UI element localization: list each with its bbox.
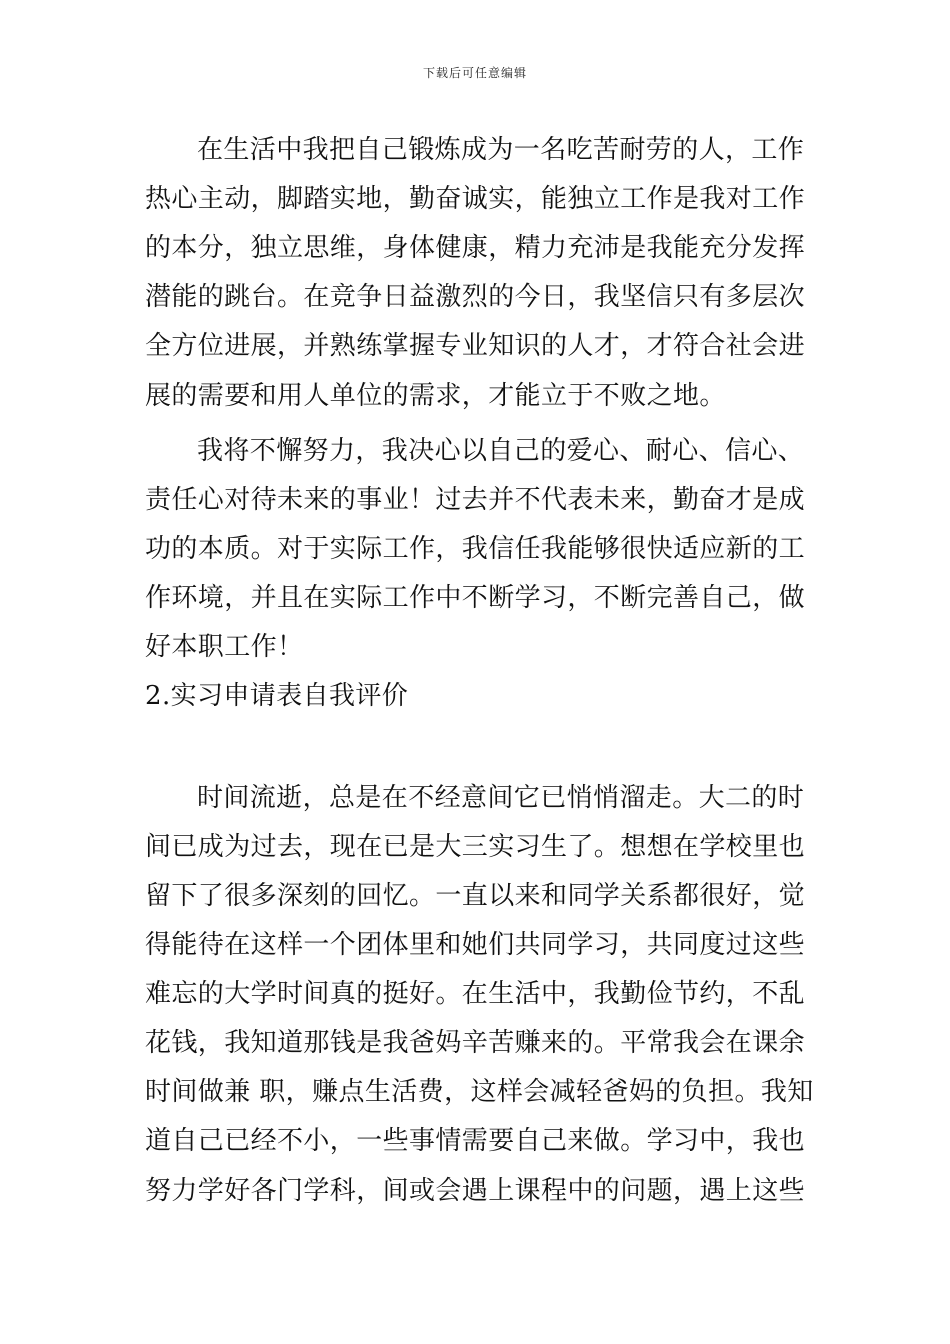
paragraph-2-line: 责任心对待未来的事业！过去并不代表未来，勤奋才是成	[145, 485, 806, 515]
paragraph-1-line: 潜能的跳台。在竞争日益激烈的今日，我坚信只有多层次	[145, 282, 806, 312]
paragraph-3-line: 花钱，我知道那钱是我爸妈辛苦赚来的。平常我会在课余	[145, 1028, 806, 1058]
paragraph-3-line: 难忘的大学时间真的挺好。在生活中，我勤俭节约，不乱	[145, 979, 806, 1009]
paragraph-1-line: 展的需要和用人单位的需求，才能立于不败之地。	[145, 381, 726, 411]
paragraph-2-line: 我将不懈努力，我决心以自己的爱心、耐心、信心、	[197, 436, 805, 466]
paragraph-1-line: 的本分，独立思维，身体健康，精力充沛是我能充分发挥	[145, 233, 806, 263]
paragraph-2-line: 功的本质。对于实际工作，我信任我能够很快适应新的工	[145, 534, 806, 564]
paragraph-1-line: 在生活中我把自己锻炼成为一名吃苦耐劳的人，工作	[197, 135, 805, 165]
paragraph-3-line: 留下了很多深刻的回忆。一直以来和同学关系都很好，觉	[145, 881, 806, 911]
paragraph-3-line: 努力学好各门学科，间或会遇上课程中的问题，遇上这些	[145, 1176, 806, 1206]
paragraph-3-line: 时间做兼 职，赚点生活费，这样会减轻爸妈的负担。我知	[145, 1077, 814, 1107]
paragraph-1-line: 全方位进展，并熟练掌握专业知识的人才，才符合社会进	[145, 331, 806, 361]
paragraph-3-line: 道自己已经不小，一些事情需要自己来做。学习中，我也	[145, 1126, 806, 1156]
paragraph-3-line: 时间流逝，总是在不经意间它已悄悄溜走。大二的时	[197, 783, 805, 813]
paragraph-3-line: 得能待在这样一个团体里和她们共同学习，共同度过这些	[145, 930, 806, 960]
paragraph-3-line: 间已成为过去，现在已是大三实习生了。想想在学校里也	[145, 832, 806, 862]
paragraph-1-line: 热心主动，脚踏实地，勤奋诚实，能独立工作是我对工作	[145, 184, 806, 214]
section-heading: 2.实习申请表自我评价	[145, 681, 409, 711]
header-note: 下载后可任意编辑	[422, 66, 527, 80]
paragraph-2-line: 作环境，并且在实际工作中不断学习，不断完善自己，做	[145, 583, 806, 613]
paragraph-2-line: 好本职工作！	[145, 632, 304, 662]
